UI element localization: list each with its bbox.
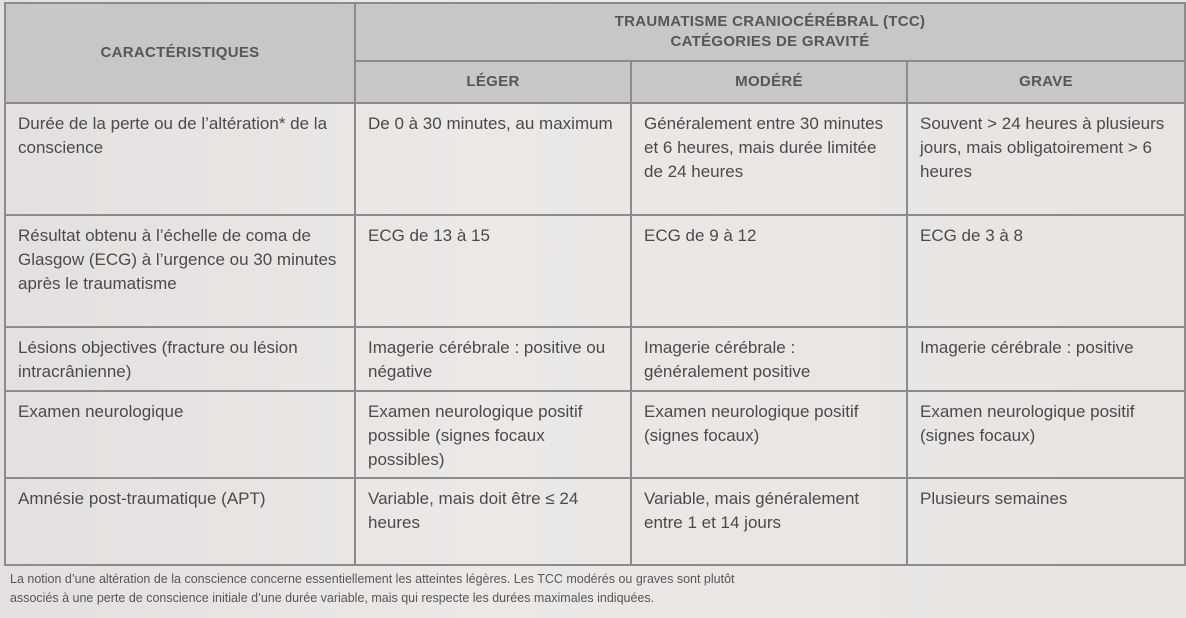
row-label: Résultat obtenu à l’échelle de coma de Glasgow (ECG) à l’urgence ou 30 minutes après le traumatisme — [5, 215, 355, 327]
table-row — [5, 391, 1185, 478]
header-category-modere: MODÉRÉ — [631, 61, 907, 103]
cell-modere: Variable, mais généralement entre 1 et 14 jours — [631, 478, 907, 565]
table-row — [5, 215, 1185, 327]
cell-leger: Examen neurologique positif possible (signes focaux possibles) — [355, 391, 631, 478]
row-label: Durée de la perte ou de l’altération* de la conscience — [5, 103, 355, 215]
row-label: Amnésie post-traumatique (APT) — [5, 478, 355, 565]
cell-grave: Imagerie cérébrale : positive — [907, 327, 1185, 391]
cell-leger: Imagerie cérébrale : positive ou négative — [355, 327, 631, 391]
cell-leger: Variable, mais doit être ≤ 24 heures — [355, 478, 631, 565]
cell-modere: ECG de 9 à 12 — [631, 215, 907, 327]
footnote-line1: La notion d’une altération de la conscience concerne essentiellement les atteintes légères. Les TCC modérés ou graves sont plutôt — [10, 572, 735, 586]
row-label: Lésions objectives (fracture ou lésion intracrânienne) — [5, 327, 355, 391]
cell-grave: Plusieurs semaines — [907, 478, 1185, 565]
cell-leger: De 0 à 30 minutes, au maximum — [355, 103, 631, 215]
cell-leger: ECG de 13 à 15 — [355, 215, 631, 327]
cell-modere: Examen neurologique positif (signes focaux) — [631, 391, 907, 478]
cell-modere: Imagerie cérébrale : généralement positive — [631, 327, 907, 391]
header-title — [355, 3, 1185, 61]
header-category-grave: GRAVE — [907, 61, 1185, 103]
table-row — [5, 478, 1185, 565]
tcc-severity-table — [4, 2, 1186, 566]
header-category-leger: LÉGER — [355, 61, 631, 103]
cell-grave: Souvent > 24 heures à plusieurs jours, mais obligatoirement > 6 heures — [907, 103, 1185, 215]
footnote — [10, 570, 1170, 608]
footnote-line2: associés à une perte de conscience initiale d’une durée variable, mais qui respecte les durées maximales indiquées. — [10, 591, 655, 605]
header-characteristics: CARACTÉRISTIQUES — [5, 3, 355, 103]
header-title-line2: CATÉGORIES DE GRAVITÉ — [670, 33, 870, 50]
cell-grave: ECG de 3 à 8 — [907, 215, 1185, 327]
table-row — [5, 327, 1185, 391]
table-row — [5, 103, 1185, 215]
row-label: Examen neurologique — [5, 391, 355, 478]
cell-modere: Généralement entre 30 minutes et 6 heures, mais durée limitée de 24 heures — [631, 103, 907, 215]
cell-grave: Examen neurologique positif (signes focaux) — [907, 391, 1185, 478]
header-title-line1: TRAUMATISME CRANIOCÉRÉBRAL (TCC) — [614, 13, 926, 30]
